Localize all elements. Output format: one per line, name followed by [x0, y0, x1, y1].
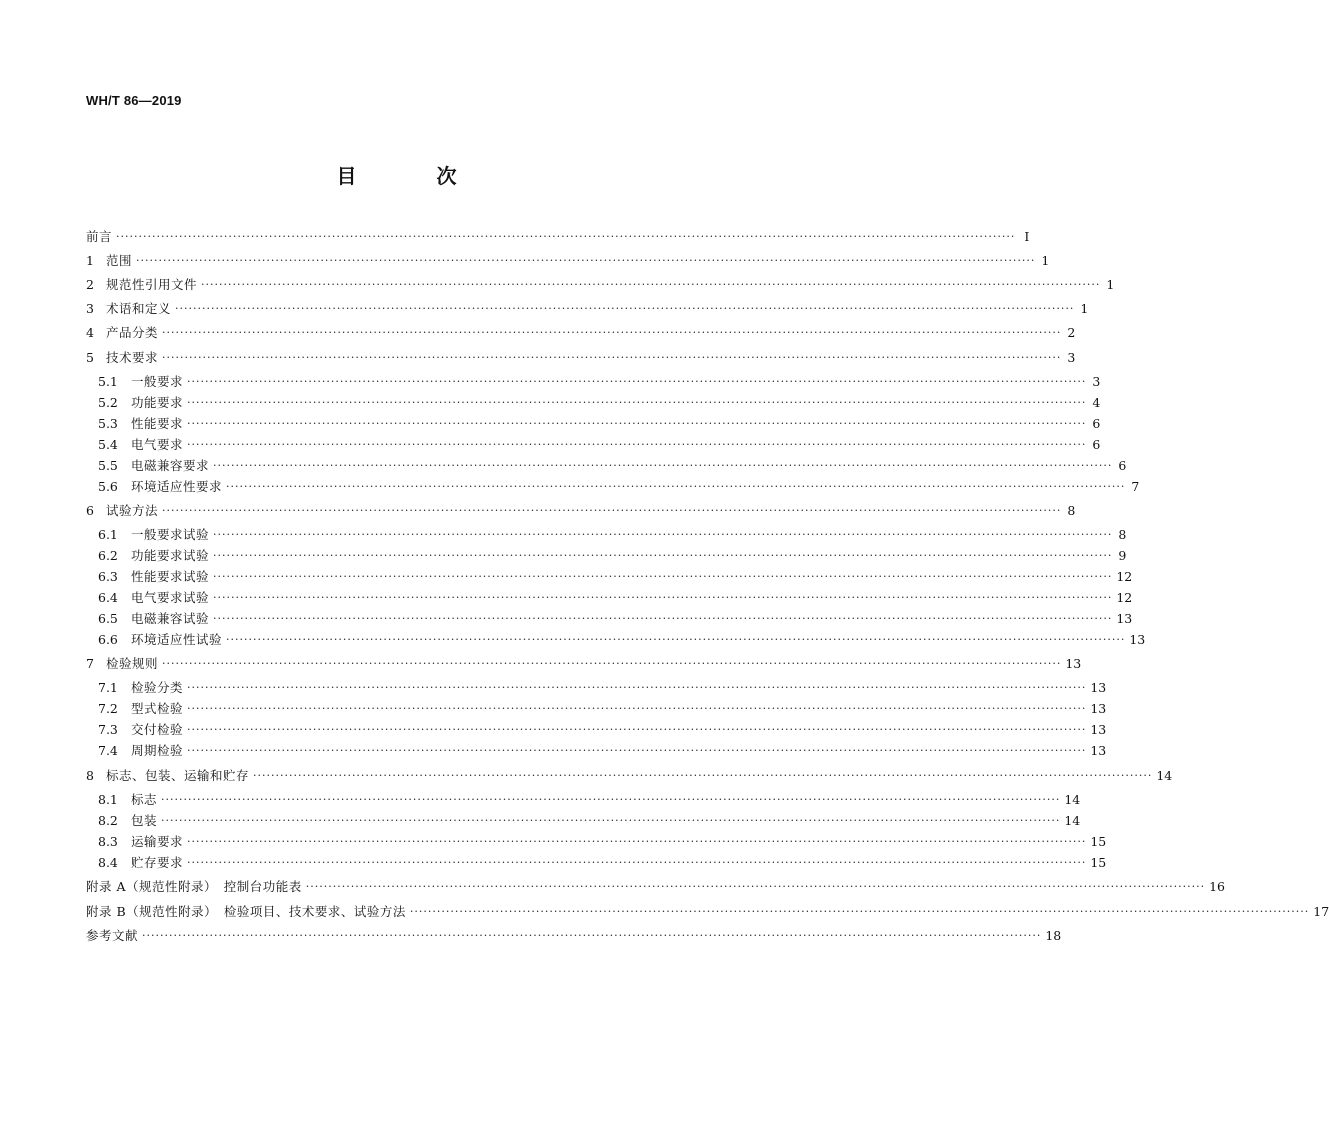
toc-entry-label: 交付检验	[131, 722, 184, 737]
toc-dot-leader: ········································································································································································································	[213, 459, 1113, 472]
toc-entry-number: 5.5	[98, 458, 118, 473]
toc-entry-page: 18	[1045, 928, 1062, 943]
toc-entry-page: 13	[1090, 743, 1107, 758]
toc-entry-label: 检验规则	[106, 656, 159, 671]
toc-entry-number: 7.3	[98, 722, 118, 737]
toc-entry-label: 性能要求试验	[131, 569, 210, 584]
toc-entry[interactable]	[98, 832, 1107, 852]
toc-entry-label: 贮存要求	[131, 855, 184, 870]
toc-dot-leader: ········································································································································································································	[187, 375, 1087, 388]
toc-entry-number: 6	[86, 503, 94, 518]
toc-dot-leader: ········································································································································································································	[213, 549, 1113, 562]
toc-entry-page: 14	[1064, 813, 1081, 828]
toc-entry-label: 电磁兼容试验	[131, 611, 210, 626]
toc-entry[interactable]	[98, 790, 1081, 810]
toc-entry-page: 13	[1090, 680, 1107, 695]
toc-entry-label: 一般要求	[131, 374, 184, 389]
toc-entry-label: 电磁兼容要求	[131, 458, 210, 473]
toc-entry-label: 标志	[131, 792, 158, 807]
toc-entry[interactable]	[86, 348, 1076, 368]
toc-dot-leader: ········································································································································································································	[187, 438, 1087, 451]
toc-entry-number: 6.5	[98, 611, 118, 626]
toc-dot-leader: ········································································································································································································	[162, 351, 1062, 364]
toc-entry[interactable]	[86, 299, 1089, 319]
toc-entry-label: 范围	[106, 253, 133, 268]
toc-entry[interactable]	[98, 393, 1101, 413]
toc-dot-leader: ········································································································································································································	[213, 570, 1113, 583]
toc-entry-page: 14	[1064, 792, 1081, 807]
toc-entry-label: 一般要求试验	[131, 527, 210, 542]
toc-dot-leader: ········································································································································································································	[201, 278, 1101, 291]
page-title: 目 次	[336, 164, 487, 188]
toc-dot-leader: ········································································································································································································	[187, 835, 1087, 848]
toc-entry-label: 附录 B（规范性附录） 检验项目、技术要求、试验方法	[86, 904, 406, 919]
toc-dot-leader: ········································································································································································································	[162, 326, 1062, 339]
toc-dot-leader: ········································································································································································································	[162, 504, 1062, 517]
toc-dot-leader: ········································································································································································································	[175, 302, 1075, 315]
toc-entry-number: 2	[86, 277, 94, 292]
toc-entry-page: 6	[1092, 437, 1101, 452]
toc-entry-label: 包装	[131, 813, 158, 828]
toc-entry-page: 6	[1092, 416, 1101, 431]
toc-dot-leader: ········································································································································································································	[226, 633, 1126, 646]
toc-entry[interactable]	[98, 741, 1107, 761]
toc-dot-leader: ········································································································································································································	[187, 417, 1087, 430]
toc-entry[interactable]	[98, 567, 1133, 587]
toc-entry-label: 前言	[86, 229, 113, 244]
toc-entry-number: 6.4	[98, 590, 118, 605]
toc-entry-number: 1	[86, 253, 94, 268]
toc-dot-leader: ········································································································································································································	[187, 396, 1087, 409]
toc-entry[interactable]	[98, 435, 1101, 455]
toc-entry[interactable]	[98, 525, 1127, 545]
toc-entry[interactable]	[86, 877, 1225, 897]
toc-entry[interactable]	[86, 251, 1050, 271]
toc-entry-label: 电气要求	[131, 437, 184, 452]
toc-entry-page: 12	[1116, 569, 1133, 584]
toc-entry-number: 5	[86, 350, 94, 365]
toc-dot-leader: ········································································································································································································	[187, 744, 1087, 757]
toc-entry-label: 功能要求试验	[131, 548, 210, 563]
toc-entry-number: 5.2	[98, 395, 118, 410]
toc-dot-leader: ········································································································································································································	[187, 856, 1087, 869]
toc-entry[interactable]	[98, 678, 1107, 698]
toc-entry[interactable]	[98, 546, 1127, 566]
toc-dot-leader: ········································································································································································································	[213, 528, 1113, 541]
toc-entry-number: 8.4	[98, 855, 118, 870]
toc-entry-page: 4	[1092, 395, 1101, 410]
toc-entry[interactable]	[98, 853, 1107, 873]
toc-entry-number: 4	[86, 325, 94, 340]
toc-dot-leader: ········································································································································································································	[187, 723, 1087, 736]
toc-entry[interactable]	[98, 456, 1127, 476]
toc-entry-number: 8.1	[98, 792, 118, 807]
toc-entry-label: 产品分类	[106, 325, 159, 340]
toc-entry-label: 功能要求	[131, 395, 184, 410]
toc-entry[interactable]	[86, 902, 1329, 922]
toc-entry-page: 13	[1065, 656, 1082, 671]
toc-entry-label: 试验方法	[106, 503, 159, 518]
toc-entry[interactable]	[98, 609, 1133, 629]
toc-entry-page: 1	[1080, 301, 1089, 316]
toc-entry-number: 6.1	[98, 527, 118, 542]
toc-dot-leader: ········································································································································································································	[161, 814, 1061, 827]
toc-entry-label: 规范性引用文件	[106, 277, 198, 292]
toc-entry[interactable]	[98, 477, 1140, 497]
toc-entry[interactable]	[86, 323, 1076, 343]
toc-dot-leader: ········································································································································································································	[226, 480, 1126, 493]
toc-dot-leader: ········································································································································································································	[213, 591, 1113, 604]
toc-entry-number: 8.2	[98, 813, 118, 828]
toc-entry-number: 5.3	[98, 416, 118, 431]
toc-entry-label: 性能要求	[131, 416, 184, 431]
toc-entry[interactable]	[86, 227, 1030, 247]
toc-entry-label: 技术要求	[106, 350, 159, 365]
toc-entry-number: 7.1	[98, 680, 118, 695]
toc-entry[interactable]	[98, 414, 1101, 434]
toc-entry-number: 5.4	[98, 437, 118, 452]
toc-entry[interactable]	[86, 766, 1173, 786]
toc-entry-page: 1	[1041, 253, 1050, 268]
standard-code: WH/T 86—2019	[86, 93, 182, 108]
toc-dot-leader: ········································································································································································································	[305, 880, 1206, 893]
toc-dot-leader: ········································································································································································································	[142, 929, 1042, 942]
toc-entry[interactable]	[86, 501, 1076, 521]
toc-entry-number: 8	[86, 768, 94, 783]
toc-entry[interactable]	[86, 926, 1062, 946]
toc-entry-number: 7.4	[98, 743, 118, 758]
toc-entry-label: 运输要求	[131, 834, 184, 849]
toc-entry-number: 8.3	[98, 834, 118, 849]
toc-entry[interactable]	[98, 720, 1107, 740]
toc-entry[interactable]	[86, 654, 1082, 674]
toc-entry-number: 5.6	[98, 479, 118, 494]
toc-entry-page: 15	[1090, 834, 1107, 849]
toc-entry-page: 13	[1090, 722, 1107, 737]
toc-entry-label: 术语和定义	[106, 301, 172, 316]
toc-entry[interactable]	[98, 699, 1107, 719]
toc-entry-page: 13	[1116, 611, 1133, 626]
toc-entry-label: 周期检验	[131, 743, 184, 758]
toc-entry-page: 8	[1118, 527, 1127, 542]
toc-entry[interactable]	[98, 630, 1146, 650]
toc-entry-page: 3	[1092, 374, 1101, 389]
toc-entry-number: 7	[86, 656, 94, 671]
toc-entry-label: 型式检验	[131, 701, 184, 716]
toc-entry-page: 7	[1131, 479, 1140, 494]
toc-dot-leader: ········································································································································································································	[187, 681, 1087, 694]
toc-entry-page: 2	[1067, 325, 1076, 340]
toc-entry-label: 标志、包装、运输和贮存	[106, 768, 250, 783]
toc-entry-number: 3	[86, 301, 94, 316]
toc-dot-leader: ········································································································································································································	[162, 657, 1062, 670]
toc-entry[interactable]	[98, 811, 1081, 831]
toc-entry[interactable]	[98, 588, 1133, 608]
toc-dot-leader: ········································································································································································································	[213, 612, 1113, 625]
toc-entry-page: 13	[1129, 632, 1146, 647]
toc-entry-page: 3	[1067, 350, 1076, 365]
toc-entry-label: 附录 A（规范性附录） 控制台功能表	[86, 879, 302, 894]
toc-dot-leader: ········································································································································································································	[187, 702, 1087, 715]
toc-entry-number: 6.3	[98, 569, 118, 584]
toc-entry-page: 9	[1118, 548, 1127, 563]
toc-dot-leader: ········································································································································································································	[136, 254, 1036, 267]
toc-entry-label: 参考文献	[86, 928, 139, 943]
toc-entry-page: Ⅰ	[1024, 229, 1030, 244]
toc-entry-page: 17	[1313, 904, 1329, 919]
toc-entry-label: 环境适应性试验	[131, 632, 223, 647]
toc-entry[interactable]	[98, 372, 1101, 392]
toc-entry-page: 12	[1116, 590, 1133, 605]
toc-entry-label: 电气要求试验	[131, 590, 210, 605]
toc-entry[interactable]	[86, 275, 1115, 295]
toc-entry-page: 16	[1209, 879, 1225, 894]
toc-dot-leader: ········································································································································································································	[409, 905, 1310, 918]
toc-entry-number: 6.2	[98, 548, 118, 563]
toc-entry-label: 检验分类	[131, 680, 184, 695]
toc-entry-page: 8	[1067, 503, 1076, 518]
toc-dot-leader: ········································································································································································································	[116, 230, 1016, 243]
toc-entry-page: 1	[1106, 277, 1115, 292]
toc-entry-label: 环境适应性要求	[131, 479, 223, 494]
toc-entry-page: 13	[1090, 701, 1107, 716]
toc-entry-page: 15	[1090, 855, 1107, 870]
toc-entry-number: 6.6	[98, 632, 118, 647]
toc-entry-page: 6	[1118, 458, 1127, 473]
toc-entry-number: 7.2	[98, 701, 118, 716]
toc-dot-leader: ········································································································································································································	[253, 769, 1153, 782]
toc-entry-page: 14	[1156, 768, 1173, 783]
toc-entry-number: 5.1	[98, 374, 118, 389]
toc-dot-leader: ········································································································································································································	[161, 793, 1061, 806]
